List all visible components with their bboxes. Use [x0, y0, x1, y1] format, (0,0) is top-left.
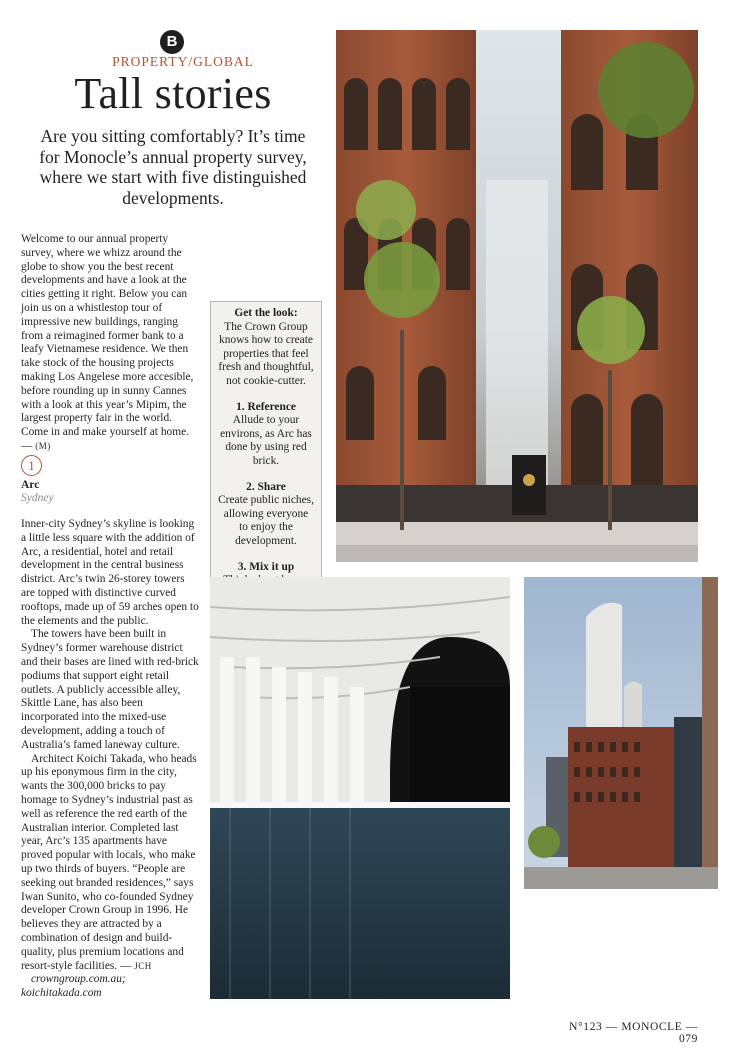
body-paragraph: The towers have been built in Sydney’s former warehouse district and their bases are lined with red-brick podiums that support eight retail outlets. A publicly accessible alley, Skittle Lane, has also been incorporated into the mixed-use development, adding a touch of Australia’s famed laneway culture. [21, 628, 199, 751]
entry-urls[interactable]: crowngroup.com.au; koichitakada.com [21, 973, 126, 1000]
body-paragraph [21, 753, 199, 974]
section-badge: B [160, 30, 184, 54]
sidebar-tip [218, 401, 314, 469]
page-folio: N°123 — MONOCLE — 079 [569, 1021, 698, 1045]
tip-text: Create public niches, allowing everyone to enjoy the development. [218, 494, 314, 547]
intro-text: Welcome to our annual property survey, where we whizz around the globe to show you the best recent developments and have a look at the cities getting it right. Below you can join us on a whistlestop tour of impressive new buildings, ranging from a reimagined former bank to a leafy Vietnamese residence. We then take stock of the housing projects making Los Angelese more accesible, before rounding up in sunny Cannes with a look at this year’s Mipim, the largest property fair in the world. Come in and make yourself at home. — [21, 233, 194, 452]
entry-number-badge: 1 [21, 455, 42, 476]
body-paragraph: Inner-city Sydney’s skyline is looking a little less square with the addition of Arc, a residential, hotel and retail development in the central business district. Arc’s twin 26-storey towers are topped with distinctive curved rooftops, made up of 59 arches open to the elements and the public. [21, 518, 199, 627]
arc-pool-photo [210, 577, 510, 999]
entry-name: Arc [21, 479, 40, 491]
tip-text: Allude to your environs, as Arc has done by using red brick. [220, 414, 312, 467]
tip-heading: 3. Mix it up [237, 560, 295, 573]
tip-heading: 2. Share [246, 480, 286, 493]
intro-byline: (M) [35, 440, 51, 451]
body-paragraph-text: Architect Koichi Takada, who heads up his eponymous firm in the city, wants the 300,000 bricks to pay homage to Sydney’s industrial past as well as reference the red earth of the Australian interior. Completed last year, Arc’s 135 apartments have proved popular with locals, who make up two thirds of buyers. “People are seeking out branded residences,” says Iwan Sunito, who co-founded Sydney developer Crown Group in 1996. He believes they are attracted by a combination of design and build-quality, plus premium locations and resort-style facilities. — [21, 752, 197, 972]
article-standfirst: Are you sitting comfortably? It’s time for Monocle’s annual property survey, where we start with five distinguished developments. [39, 126, 307, 208]
entry-body [21, 518, 199, 1001]
arc-towers-photo [336, 30, 698, 562]
tip-heading: 1. Reference [236, 400, 296, 413]
entry-byline: JCH [134, 960, 152, 971]
entry-city: Sydney [21, 492, 54, 504]
sidebar-tip [218, 481, 314, 549]
arc-street-photo [524, 577, 718, 889]
sidebar-title: Get the look: [234, 307, 298, 319]
intro-paragraph [21, 233, 199, 454]
section-kicker: PROPERTY/GLOBAL [112, 54, 254, 69]
sidebar-intro: The Crown Group knows how to create properties that feel fresh and thoughtful, not cookie-cutter. [218, 320, 314, 387]
article-headline: Tall stories [74, 69, 272, 118]
